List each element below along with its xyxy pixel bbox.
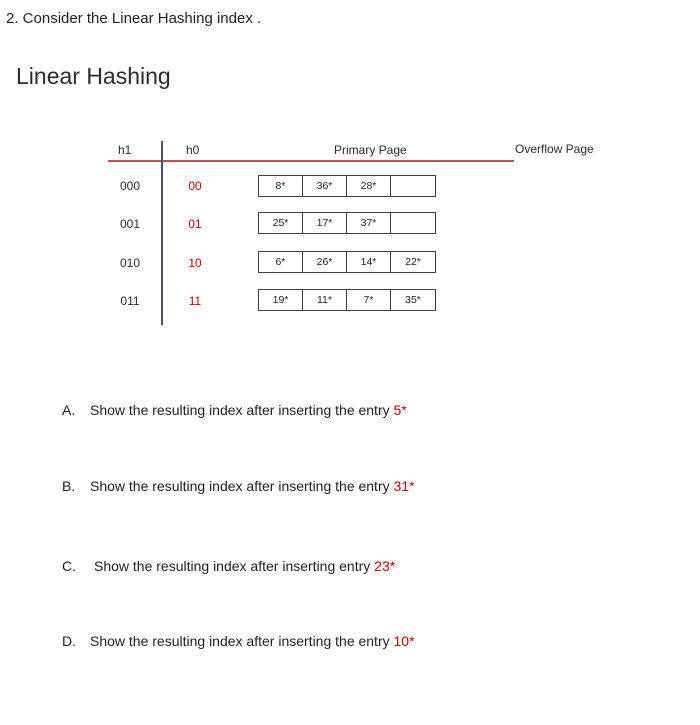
bucket-slot: 11* xyxy=(303,290,347,310)
h1-value: 010 xyxy=(119,256,141,270)
header-primary-page: Primary Page xyxy=(334,143,407,157)
bucket-slot: 36* xyxy=(303,176,347,196)
task-entry: 31* xyxy=(393,478,415,494)
question-text: 2. Consider the Linear Hashing index . xyxy=(6,10,262,27)
task-a xyxy=(62,402,407,418)
task-text: Show the resulting index after inserting the entry xyxy=(90,402,394,418)
header-overflow-page: Overflow Page xyxy=(515,142,594,156)
bucket-slot: 19* xyxy=(259,290,303,310)
task-label: D. xyxy=(62,633,76,649)
h0-value: 00 xyxy=(188,179,202,193)
task-entry: 10* xyxy=(393,633,415,649)
task-b xyxy=(62,478,415,494)
section-heading: Linear Hashing xyxy=(16,63,171,89)
bucket-slot: 7* xyxy=(347,290,391,310)
task-entry: 5* xyxy=(393,402,407,418)
bucket-slot: 22* xyxy=(405,256,421,268)
header-divider xyxy=(108,160,514,162)
bucket-slot: 26* xyxy=(303,252,347,272)
bucket-slot: 35* xyxy=(405,294,421,306)
task-text: Show the resulting index after inserting entry xyxy=(94,558,375,574)
header-h0: h0 xyxy=(186,143,200,157)
bucket-slot: 37* xyxy=(347,213,391,233)
h1-value: 001 xyxy=(119,217,141,231)
h0-value: 11 xyxy=(188,294,202,308)
task-entry: 23* xyxy=(374,558,396,574)
task-text: Show the resulting index after inserting the entry xyxy=(90,633,394,649)
bucket-slot: 6* xyxy=(259,252,303,272)
bucket-slot: 17* xyxy=(303,213,347,233)
h1-value: 011 xyxy=(120,294,140,308)
h0-value: 01 xyxy=(188,217,202,231)
task-label: B. xyxy=(62,478,76,494)
task-label: C. xyxy=(62,558,76,574)
task-c xyxy=(62,558,395,574)
column-divider xyxy=(161,141,163,325)
primary-page-bucket xyxy=(258,289,436,311)
bucket-slot: 8* xyxy=(259,176,303,196)
primary-page-bucket xyxy=(258,212,436,234)
primary-page-bucket xyxy=(258,175,436,197)
h1-value: 000 xyxy=(119,179,141,193)
bucket-slot: 14* xyxy=(347,252,391,272)
h0-value: 10 xyxy=(188,256,202,270)
header-h1: h1 xyxy=(118,143,132,157)
bucket-slot: 25* xyxy=(259,213,303,233)
task-label: A. xyxy=(62,402,76,418)
bucket-slot xyxy=(391,213,435,233)
bucket-slot: 28* xyxy=(347,176,391,196)
task-text: Show the resulting index after inserting the entry xyxy=(90,478,394,494)
primary-page-bucket xyxy=(258,251,436,273)
bucket-slot xyxy=(391,176,435,196)
task-d xyxy=(62,633,415,649)
